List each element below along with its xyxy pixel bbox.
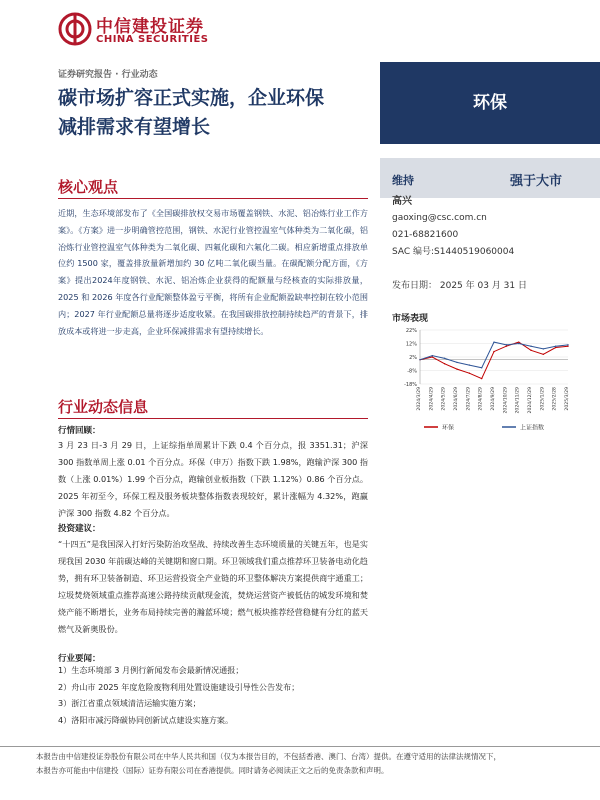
- series-line-1: [420, 342, 568, 368]
- core-views-rule: [58, 198, 368, 199]
- disclaimer-line-2: 本报告亦可能由中信建投（国际）证券有限公司在香港提供。同时请务必阅读正文之后的免责条款和声明。: [36, 766, 389, 775]
- analyst-phone: 021-68821600: [392, 230, 459, 240]
- series-point-1: [481, 367, 482, 368]
- x-tick-label: 2024/10/29: [503, 387, 509, 414]
- series-point-1: [530, 346, 531, 347]
- x-tick-label: 2024/6/29: [454, 387, 459, 411]
- x-tick-label: 2024/7/29: [466, 387, 472, 411]
- industry-info-title: 行业动态信息: [58, 398, 149, 416]
- logo-english-name: CHINA SECURITIES: [96, 34, 209, 45]
- series-point-0: [444, 363, 445, 364]
- company-logo-mark-icon: [58, 12, 92, 46]
- series-point-1: [518, 343, 519, 344]
- series-point-1: [419, 359, 420, 360]
- disclaimer-line-1: 本报告由中信建投证券股份有限公司在中华人民共和国（仅为本报告目的，不包括香港、澳门、台湾）提供。在遵守适用的法律法规情况下，: [36, 752, 501, 761]
- report-title-line-1: 碳市场扩容正式实施，企业环保: [58, 87, 325, 109]
- rating-action: 维持: [392, 174, 414, 187]
- x-tick-label: 2024/9/29: [491, 387, 496, 411]
- series-line-0: [420, 342, 568, 379]
- series-point-0: [555, 347, 556, 348]
- x-tick-label: 2024/8/29: [478, 387, 484, 411]
- y-tick-label: -18%: [404, 382, 417, 388]
- market-performance-chart: [392, 324, 572, 434]
- document-type: 证券研究报告 · 行业动态: [58, 70, 158, 80]
- x-tick-label: 2025/3/29: [565, 387, 570, 411]
- market-performance-title: 市场表现: [392, 314, 429, 324]
- news-item: 1）生态环境部 3 月例行新闻发布会最新情况通报；: [58, 665, 244, 675]
- legend-index-label: 上证指数: [520, 424, 545, 432]
- disclaimer-footer: [36, 750, 596, 778]
- industry-info-rule: [58, 418, 368, 419]
- report-title: [58, 84, 378, 142]
- series-point-0: [567, 346, 568, 347]
- market-review-heading: 行情回顾：: [58, 426, 101, 436]
- sector-banner: [380, 62, 600, 144]
- x-tick-label: 2025/1/29: [540, 387, 546, 411]
- series-point-0: [506, 346, 507, 347]
- sector-label: 环保: [473, 93, 507, 113]
- y-tick-label: 22%: [405, 328, 417, 334]
- analyst-sac: SAC 编号:S1440519060004: [392, 247, 515, 257]
- company-logo: [58, 10, 228, 50]
- legend-sector-label: 环保: [442, 424, 455, 432]
- chart-legend: [392, 420, 592, 434]
- series-point-1: [493, 341, 494, 342]
- industry-news-list: [58, 662, 378, 728]
- series-point-0: [481, 378, 482, 379]
- x-tick-label: 2024/12/29: [528, 387, 533, 414]
- rating-value: 强于大市: [509, 174, 562, 189]
- series-point-0: [543, 354, 544, 355]
- y-tick-label: 12%: [405, 341, 417, 348]
- series-point-1: [506, 344, 507, 345]
- core-views-text: 近期，生态环境部发布了《全国碳排放权交易市场覆盖钢铁、水泥、铝冶炼行业工作方案》。《方案》进一步明确管控范围，钢铁、水泥行业管控温室气体种类为二氧化碳，铝冶炼行业管控温室气体种类为二氧化碳、四氟化碳和六氟化二碳。相应新增重点排放单位约 1500 家，覆盖排放量新增加约 30 亿吨二氧化碳当量。在碳配额分配方面，《方案》提出2024年度钢铁、水泥、铝冶炼企业获得的配额量与经核查的实际排放量，2025 和 2026 年度各行业配额整体盈亏平衡，将所有企业配额盈缺率控制在较小范围内；2027 年行业配额总量将逐步适度收紧。在我国碳排放控制持续趋严的背景下，排放成本或将进一步走高，企业环保减排需求有望持续增长。: [58, 208, 368, 336]
- series-point-0: [432, 356, 433, 357]
- series-point-0: [456, 368, 457, 369]
- news-item: 2）舟山市 2025 年度危险废物利用处置设施建设引导性公告发布；: [58, 681, 300, 692]
- series-point-0: [469, 373, 470, 374]
- analyst-email: gaoxing@csc.com.cn: [392, 213, 487, 223]
- market-review-text: 3 月 23 日-3 月 29 日，上证综指单周累计下跌 0.4 个百分点，报 3351.31；沪深 300 指数单周上涨 0.01 个百分点。环保（申万）指数下跌 1.98%，跑输沪深 300 指数（上涨 0.01%）1.99 个百分点，跑输创业板指数（下跌 1.12%）0.86 个百分点。2025 年初至今，环保工程及服务板块整体指数表现较好，累计涨幅为 4.32%，跑赢沪深 300 指数 4.82 个百分点。: [58, 440, 368, 518]
- series-point-1: [555, 346, 556, 347]
- x-tick-label: 2024/4/29: [429, 387, 435, 411]
- x-tick-label: 2024/3/29: [417, 387, 422, 411]
- y-tick-label: 2%: [409, 355, 417, 361]
- core-views-title: 核心观点: [58, 178, 119, 196]
- series-point-1: [444, 358, 445, 359]
- news-item: 3）浙江省重点领域清洁运输实施方案；: [58, 698, 201, 709]
- series-point-0: [493, 351, 494, 352]
- footer-rule: [0, 746, 600, 747]
- industry-news-heading: 行业要闻：: [58, 654, 101, 664]
- investment-advice-text: “十四五”是我国深入打好污染防治攻坚战、持续改善生态环境质量的关键五年，也是实现我国 2030 年前碳达峰的关键期和窗口期。环卫领域我们重点推荐环卫装备电动化趋势，拥有环卫装备制造、环卫运营投资全产业链的环卫整体解决方案提供商宇通重工；垃圾焚烧领域重点推荐高速公路持续贡献现金流，焚烧运营资产被低估的城发环境和焚烧产能不断增长，业务布局持续完善的瀚蓝环境；燃气板块推荐经营稳健有分红的蓝天燃气及新奥股份。: [58, 539, 368, 634]
- logo-chinese-name: 中信建投证券: [96, 17, 204, 37]
- publish-date: 发布日期： 2025 年 03 月 31 日: [392, 281, 527, 291]
- series-point-1: [543, 348, 544, 349]
- series-point-1: [469, 364, 470, 365]
- analyst-name: 高兴: [392, 196, 412, 207]
- investment-advice-heading: 投资建议：: [58, 524, 101, 534]
- y-tick-label: -8%: [407, 368, 417, 375]
- x-tick-label: 2025/2/28: [552, 387, 558, 411]
- series-point-1: [432, 355, 433, 356]
- analyst-info: [392, 193, 514, 261]
- series-point-0: [530, 350, 531, 351]
- x-tick-label: 2024/11/29: [515, 387, 521, 414]
- series-point-0: [518, 341, 519, 342]
- report-title-line-2: 减排需求有望增长: [58, 116, 211, 138]
- series-point-1: [567, 344, 568, 345]
- x-tick-label: 2024/5/29: [441, 387, 447, 411]
- series-point-1: [456, 362, 457, 363]
- news-item: 4）洛阳市减污降碳协同创新试点建设实施方案。: [58, 714, 234, 725]
